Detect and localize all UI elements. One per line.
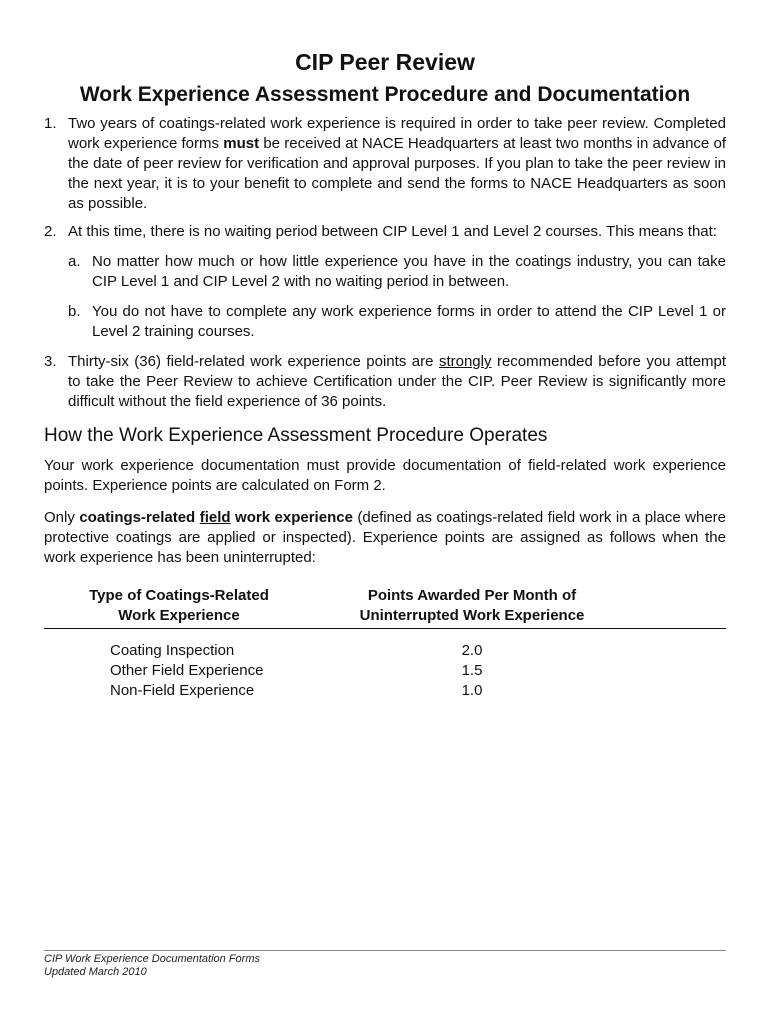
section-heading: How the Work Experience Assessment Procedure Operates — [44, 425, 548, 446]
emphasis-must: must — [223, 135, 260, 152]
page-footer — [44, 950, 726, 979]
text-run: At this time, there is no waiting period between CIP Level 1 and Level 2 courses. This means that: — [68, 223, 717, 240]
table-cell-points: 1.5 — [461, 662, 483, 679]
list-item-text — [68, 352, 726, 412]
list-item-3 — [44, 352, 726, 412]
table-row — [44, 661, 726, 681]
list-item-number: 2. — [44, 223, 57, 240]
table-header — [44, 586, 726, 629]
text-run: recommended before you attempt to take the Peer Review to achieve Certification under the CIP. Peer Review is significantly more difficult without the field experience of 36 points. — [68, 353, 726, 410]
section-paragraph-2 — [44, 508, 726, 568]
emphasis-work-experience: work experience — [230, 509, 353, 526]
table-row — [44, 641, 726, 661]
table-cell-type: Coating Inspection — [110, 642, 235, 659]
text-run: be received at NACE Headquarters at least two months in advance of the date of peer review for verification and approval purposes. If you plan to take the peer review in the next year, it is to your benefit to complete and send the forms to NACE Headquarters as soon as possible. — [68, 135, 726, 212]
column-header-points — [314, 586, 630, 626]
header-line: Work Experience — [118, 607, 240, 624]
list-item-number: 3. — [44, 353, 57, 370]
list-item-number: 1. — [44, 115, 57, 132]
list-item-2 — [44, 222, 726, 342]
sub-item-letter: b. — [68, 303, 81, 320]
page-title: CIP Peer Review — [295, 49, 475, 75]
sub-item-text: You do not have to complete any work experience forms in order to attend the CIP Level 1 or Level 2 training courses. — [92, 303, 726, 340]
table-body — [44, 641, 726, 701]
emphasis-strongly: strongly — [438, 353, 492, 370]
list-item-text — [68, 114, 726, 214]
table-cell-type: Non-Field Experience — [110, 682, 255, 699]
footer-line: Updated March 2010 — [44, 966, 147, 978]
column-header-type — [44, 586, 314, 626]
text-run: Thirty-six (36) field-related work experience points are — [68, 353, 439, 370]
experience-points-table — [44, 586, 726, 701]
sub-item-b — [68, 302, 726, 342]
footer-line: CIP Work Experience Documentation Forms — [44, 953, 260, 965]
page-subtitle: Work Experience Assessment Procedure and Documentation — [79, 83, 691, 106]
sub-item-a — [68, 252, 726, 292]
sub-item-text: No matter how much or how little experience you have in the coatings industry, you can take CIP Level 1 and CIP Level 2 with no waiting period in between. — [92, 253, 726, 290]
table-row — [44, 681, 726, 701]
emphasis-field: field — [199, 509, 231, 526]
header-line: Points Awarded Per Month of — [367, 587, 577, 604]
text-run: Two years of coatings-related work experience is required in order to take peer review. Completed work experience forms — [68, 115, 726, 152]
list-item-1 — [44, 114, 726, 214]
document-page — [44, 48, 726, 701]
section-paragraph-1: Your work experience documentation must provide documentation of field-related work experience points. Experience points are calculated on Form 2. — [44, 457, 726, 494]
table-cell-points: 2.0 — [461, 642, 483, 659]
sub-item-letter: a. — [68, 253, 81, 270]
text-run: Only — [44, 509, 80, 526]
table-cell-points: 1.0 — [461, 682, 483, 699]
header-line: Uninterrupted Work Experience — [359, 607, 585, 624]
header-line: Type of Coatings-Related — [89, 587, 269, 604]
emphasis-coatings-related: coatings-related — [79, 509, 200, 526]
table-cell-type: Other Field Experience — [110, 662, 264, 679]
list-item-text — [68, 222, 726, 342]
text-run: (defined as coatings-related field work in a place where protective coatings are applied or inspected). Experience points are assigned as follows when the work experience has been uninterrupted: — [44, 509, 727, 566]
